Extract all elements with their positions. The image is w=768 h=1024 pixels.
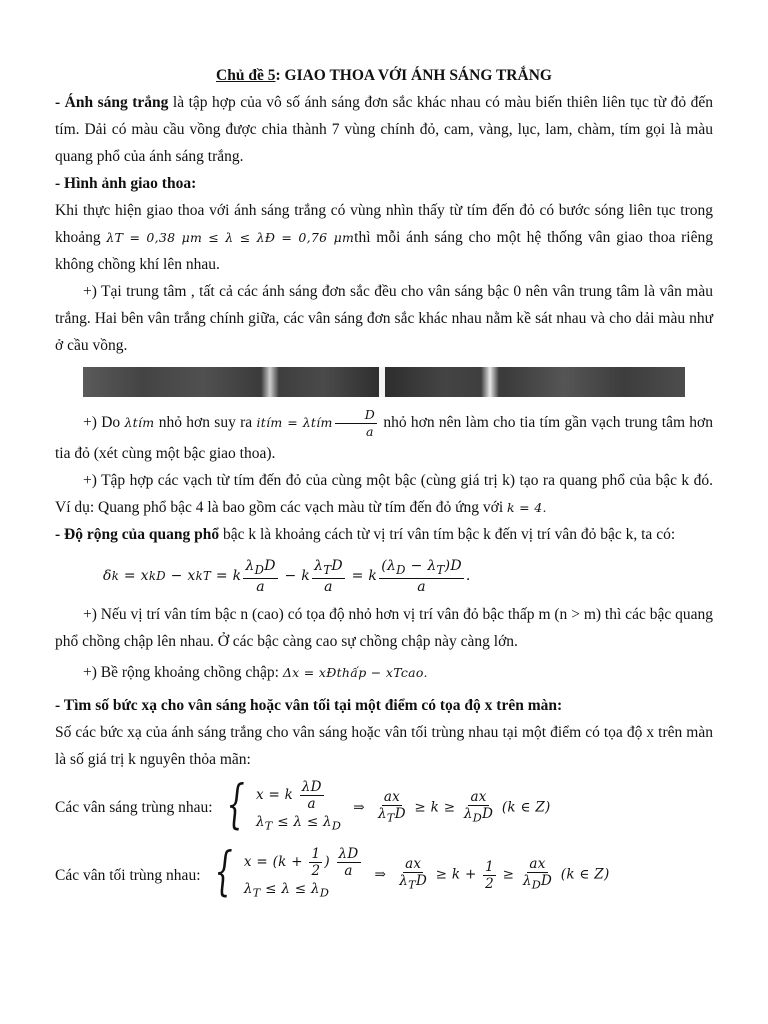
bright-fringe-label: Các vân sáng trùng nhau:: [55, 799, 213, 817]
bright-fringe-condition: [55, 774, 713, 837]
white-light-definition: là tập hợp của vô số ánh sáng đơn sắc khác nhau có màu biến thiên liên tục từ đỏ đến tím. Dải có màu cầu vồng được chia thành 7 vùng chính đỏ, cam, vàng, lục, lam, chàm, tím gọi là màu quang phổ của ánh sáng trắng.: [55, 94, 713, 165]
dark-fringe-label: Các vân tối trùng nhau:: [55, 866, 201, 884]
interference-heading-text: - Hình ảnh giao thoa:: [55, 175, 197, 192]
spectrum-order-text: +) Tập hợp các vạch từ tím đến đỏ của cùng một bậc (cùng giá trị k) tạo ra quang phổ của bậc k đó. Ví dụ: Quang phổ bậc 4 là bao gồm các vạch màu từ tím đến đỏ ứng với: [55, 472, 713, 516]
interference-paragraph: [55, 197, 713, 278]
spectrum-width-text: bậc k là khoảng cách từ vị trí vân tím bậc k đến vị trí vân đỏ bậc k, ta có:: [219, 526, 676, 543]
interference-text-a: Khi thực hiện giao thoa với ánh sáng trắng có vùng nhìn thấy từ tím đến đỏ có bước sóng liên tục trong khoảng: [55, 202, 713, 246]
interference-spectrum-image: [83, 367, 685, 397]
fringe-width-formula: itím = λtím: [256, 415, 333, 431]
radiation-count-heading: [55, 692, 713, 719]
white-light-paragraph: [55, 89, 713, 170]
overlap-width-paragraph: [55, 659, 713, 686]
spectrum-order-paragraph: [55, 467, 713, 521]
violet-text-b: nhỏ hơn suy ra: [154, 414, 257, 432]
radiation-count-paragraph: Số các bức xạ của ánh sáng trắng cho vân sáng hoặc vân tối trùng nhau tại một điểm có tọa độ x trên màn là số giá trị k nguyên thỏa mãn:: [55, 723, 713, 768]
violet-paragraph: [55, 407, 713, 467]
dark-fringe-condition: [55, 842, 713, 904]
fringe-band: [481, 367, 499, 397]
spectrum-width-paragraph: [55, 521, 713, 548]
title-text: : GIAO THOA VỚI ÁNH SÁNG TRẮNG: [275, 67, 552, 84]
k-equals-4-formula: k = 4.: [507, 500, 547, 515]
fringe-band: [261, 367, 279, 397]
title-topic-number: Chủ đề 5: [216, 67, 276, 84]
overlap-width-text: +) Bề rộng khoảng chồng chập:: [83, 663, 283, 681]
interference-text-b: thì mỗi ánh sáng cho một hệ thống vân giao thoa riêng không chồng khí lên nhau.: [55, 229, 713, 273]
spectrum-width-term: - Độ rộng của quang phổ: [55, 526, 220, 543]
overlap-paragraph: +) Nếu vị trí vân tím bậc n (cao) có tọa độ nhỏ hơn vị trí vân đỏ bậc thấp m (n > m) thì các bậc quang phổ chồng chập lên nhau. Ở các bậc càng cao sự chồng chập này càng lớn.: [55, 605, 713, 650]
radiation-count-heading-text: - Tìm số bức xạ cho vân sáng hoặc vân tối tại một điểm có tọa độ x trên màn:: [55, 696, 563, 714]
violet-text-a: +) Do: [83, 414, 125, 432]
central-fringe-paragraph: +) Tại trung tâm , tất cả các ánh sáng đơn sắc đều cho vân sáng bậc 0 nên vân trung tâm là vân màu trắng. Hai bên vân trắng chính giữa, các vân sáng đơn sắc khác nhau nằm kề sát nhau và cho dải màu như ở cầu vồng.: [55, 283, 713, 354]
image-gap: [379, 367, 385, 397]
wavelength-range-formula: λT = 0,38 μm ≤ λ ≤ λĐ = 0,76 μm: [106, 230, 355, 245]
white-light-term: - Ánh sáng trắng: [55, 94, 169, 111]
dark-fringe-system: { x = (k + $\frac{1}{2}$ ) $\frac{\lambda D}{a}$ $\lambda_T \le \lambda \le \lambda_D$ ⇒ $\frac{ax}{\lambda_TD}$ ≥ k + $\frac{1}{2}$ ≥ $\frac{ax}{\lambda_DD}$ (k ∈ Z): [214, 842, 610, 903]
spectrum-width-formula: δ k = x k D − x k T = k $\frac{\lambda_DD}{a}$ − k $\frac{\lambda_TD}{a}$ = k $\frac{(\lambda_D - \lambda_T)D}{a}$ .: [103, 558, 471, 595]
bright-fringe-system: { x = k $\frac{\lambda D}{a}$ $\lambda_T \le \lambda \le \lambda_D$ ⇒ $\frac{ax}{\lambda_TD}$ ≥ k ≥ $\frac{ax}{\lambda_DD}$ (k ∈ Z): [226, 774, 551, 835]
interference-heading: [55, 170, 713, 197]
document-page: [55, 62, 713, 904]
overlap-width-formula: Δx = xĐthấp − xTcao.: [282, 664, 428, 680]
lambda-violet-symbol: λtím: [124, 415, 155, 431]
d-over-a-fraction: $\frac{D}{a}$: [335, 407, 377, 440]
page-title: [55, 62, 713, 89]
violet-text-c: nhỏ hơn nên làm cho tia tím gần vạch trung tâm hơn tia đỏ (xét cùng một bậc giao thoa).: [55, 414, 713, 462]
